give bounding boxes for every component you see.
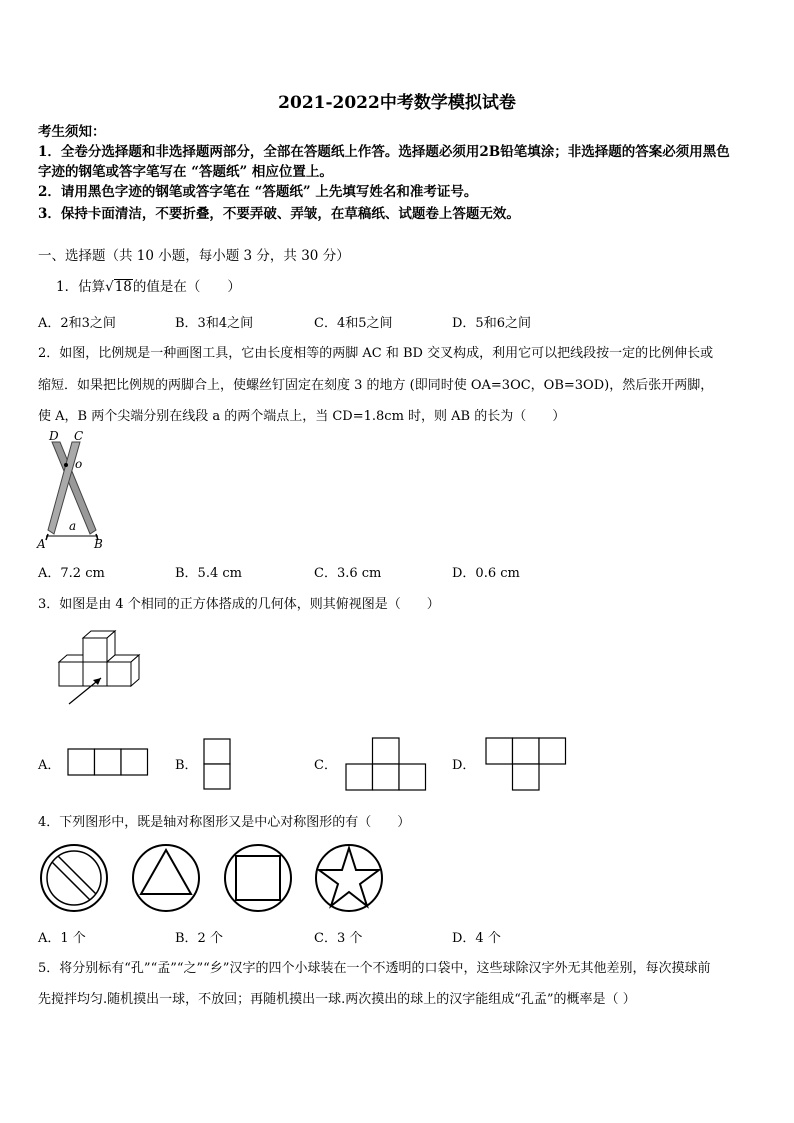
q3-option-b-figure[interactable] xyxy=(203,738,231,790)
q2-option-c[interactable]: C．3.6 cm xyxy=(314,566,382,581)
q3-option-c-figure[interactable] xyxy=(345,737,427,791)
label-b-point: B xyxy=(94,537,103,551)
notice-item-2: 2．请用黑色字迹的钢笔或答字笔在 “答题纸” 上先填写姓名和准考证号。 xyxy=(38,184,478,200)
label-c: C xyxy=(74,429,84,443)
q3-option-d-label[interactable]: D． xyxy=(452,758,476,773)
question-1 xyxy=(56,275,241,295)
question-2-line-3: 使 A，B 两个尖端分别在线段 a 的两个端点上，当 CD=1.8cm 时，则 AB 的长为（ ） xyxy=(38,409,566,424)
proportional-compass-figure xyxy=(36,430,108,550)
q4-option-b[interactable]: B．2 个 xyxy=(175,931,223,946)
label-a-point: A xyxy=(37,537,46,551)
question-5-line-1: 5．将分别标有“孔”“孟”“之”“乡”汉字的四个小球装在一个不透明的口袋中，这些球除汉字外无其他差别，每次摸球前 xyxy=(38,961,711,976)
question-3: 3．如图是由 4 个相同的正方体搭成的几何体，则其俯视图是（ ） xyxy=(38,597,440,612)
q4-option-d[interactable]: D．4 个 xyxy=(452,931,501,946)
q1-option-b[interactable]: B．3和4之间 xyxy=(175,316,254,331)
question-4: 4．下列图形中，既是轴对称图形又是中心对称图形的有（ ） xyxy=(38,815,411,830)
q2-option-a[interactable]: A．7.2 cm xyxy=(38,566,105,581)
q3-option-b-label[interactable]: B． xyxy=(175,758,198,773)
q1-option-c[interactable]: C．4和5之间 xyxy=(314,316,393,331)
notice-item-1-line-1: 1．全卷分选择题和非选择题两部分，全部在答题纸上作答。选择题必须用2B铅笔填涂；非选择题的答案必须用黑色 xyxy=(38,144,730,160)
square-in-circle-figure xyxy=(222,842,294,914)
question-1-suffix: 的值是在（ ） xyxy=(132,279,241,295)
question-5-line-2: 先搅拌均匀.随机摸出一球，不放回；再随机摸出一球.两次摸出的球上的汉字能组成“孔孟”的概率是（ ） xyxy=(38,992,636,1007)
page-title: 2021-2022中考数学模拟试卷 xyxy=(278,93,516,113)
question-1-radicand: 18 xyxy=(114,279,132,295)
no-entry-circle-figure xyxy=(38,842,110,914)
q1-option-a[interactable]: A．2和3之间 xyxy=(38,316,116,331)
q1-option-d[interactable]: D．5和6之间 xyxy=(452,316,531,331)
q3-option-c-label[interactable]: C． xyxy=(314,758,337,773)
label-d: D xyxy=(49,429,59,443)
cube-stack-figure xyxy=(55,630,155,710)
sqrt-symbol: √ xyxy=(105,279,114,295)
section-heading: 一、选择题（共 10 小题，每小题 3 分，共 30 分） xyxy=(38,248,350,264)
notice-heading: 考生须知： xyxy=(38,124,106,140)
notice-item-1-line-2: 字迹的钢笔或答字笔写在 “答题纸” 相应位置上。 xyxy=(38,164,333,180)
question-2-line-1: 2．如图，比例规是一种画图工具，它由长度相等的两脚 AC 和 BD 交叉构成，利用它可以把线段按一定的比例伸长或 xyxy=(38,346,714,361)
label-o: o xyxy=(75,457,83,471)
q2-option-b[interactable]: B．5.4 cm xyxy=(175,566,242,581)
q4-option-c[interactable]: C．3 个 xyxy=(314,931,363,946)
q3-option-d-figure[interactable] xyxy=(485,737,567,791)
q2-option-d[interactable]: D．0.6 cm xyxy=(452,566,520,581)
q4-option-a[interactable]: A．1 个 xyxy=(38,931,86,946)
question-1-prefix: 1．估算 xyxy=(56,279,106,295)
question-2-line-2: 缩短．如果把比例规的两脚合上，使螺丝钉固定在刻度 3 的地方 (即同时使 OA=3OC，OB=3OD)，然后张开两脚， xyxy=(38,378,714,393)
label-a-segment: a xyxy=(69,519,77,533)
q3-option-a-figure[interactable] xyxy=(67,748,149,776)
notice-item-3: 3．保持卡面清洁，不要折叠，不要弄破、弄皱，在草稿纸、试题卷上答题无效。 xyxy=(38,206,520,222)
star-in-circle-figure xyxy=(313,842,385,914)
triangle-in-circle-figure xyxy=(130,842,202,914)
q3-option-a-label[interactable]: A． xyxy=(38,758,61,773)
